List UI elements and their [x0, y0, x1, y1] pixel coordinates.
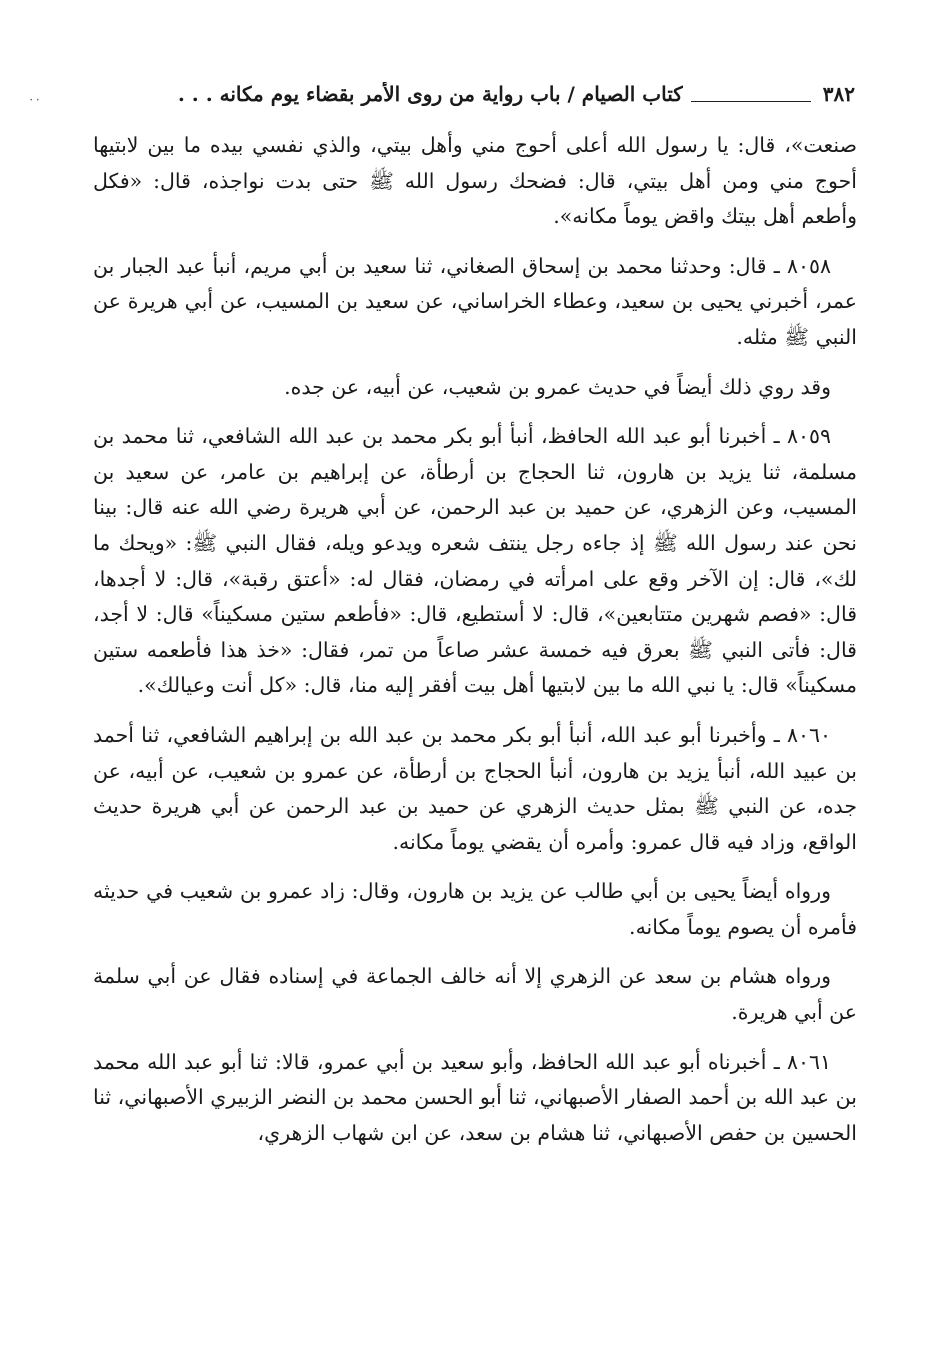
note-paragraph-1 — [93, 370, 857, 406]
paragraph-continuation — [93, 128, 857, 235]
header-rule — [691, 101, 811, 102]
running-title: كتاب الصيام / باب رواية من روى الأمر بقضاء يوم مكانه . . . — [177, 82, 683, 106]
hadith-8058 — [93, 249, 857, 356]
paragraph-text: قال: وحدثنا محمد بن إسحاق الصغاني، ثنا سعيد بن أبي مريم، أنبأ عبد الجبار بن عمر، أخبرني يحيى بن سعيد، وعطاء الخراساني، عن سعيد بن المسيب، عن أبي هريرة عن النبي ﷺ مثله. — [93, 253, 857, 349]
page-header — [95, 78, 855, 110]
paragraph-text: وقد روي ذلك أيضاً في حديث عمرو بن شعيب، عن أبيه، عن جده. — [284, 374, 831, 399]
hadith-8060 — [93, 718, 857, 860]
paragraph-text: أخبرنا أبو عبد الله الحافظ، أنبأ أبو بكر محمد بن عبد الله الشافعي، ثنا محمد بن مسلمة، ثنا يزيد بن هارون، ثنا الحجاج بن أرطأة، عن إبراهيم بن عامر، عن سعيد بن المسيب، وعن الزهري، عن حميد بن عبد الرحمن، عن أبي هريرة رضي الله عنه قال: بينا نحن عند رسول الله ﷺ إذ جاءه رجل ينتف شعره ويدعو ويله، فقال النبي ﷺ: «ويحك ما لك»، قال: إن الآخر وقع على امرأته في رمضان، فقال له: «أعتق رقبة»، قال: لا أجدها، قال: «فصم شهرين متتابعين»، قال: لا أستطيع، قال: «فأطعم ستين مسكيناً» قال: لا أجد، قال: فأتى النبي ﷺ بعرق فيه خمسة عشر صاعاً من تمر، فقال: «خذ هذا فأطعمه ستين مسكيناً» قال: يا نبي الله ما بين لابتيها أهل بيت أفقر إليه منا، قال: «كل أنت وعيالك». — [93, 424, 857, 698]
hadith-number: ٨٠٥٨ ـ — [773, 253, 831, 278]
paragraph-text: وأخبرنا أبو عبد الله، أنبأ أبو بكر محمد بن عبد الله بن إبراهيم الشافعي، ثنا أحمد بن عبيد الله، أنبأ يزيد بن هارون، أنبأ الحجاج بن أرطأة، عن عمرو بن شعيب، عن أبيه، عن جده، عن النبي ﷺ بمثل حديث الزهري عن حميد بن عبد الرحمن عن أبي هريرة حديث الواقع، وزاد فيه قال عمرو: وأمره أن يقضي يوماً مكانه. — [93, 722, 857, 854]
hadith-number: ٨٠٦١ ـ — [773, 1049, 831, 1074]
hadith-number: ٨٠٥٩ ـ — [773, 424, 831, 449]
paragraph-text: ورواه أيضاً يحيى بن أبي طالب عن يزيد بن هارون، وقال: زاد عمرو بن شعيب في حديثه فأمره أن يصوم يوماً مكانه. — [93, 879, 857, 939]
paragraph-text: ورواه هشام بن سعد عن الزهري إلا أنه خالف الجماعة في إسناده فقال عن أبي سلمة عن أبي هريرة. — [93, 964, 857, 1025]
page-number: ٣٨٢ — [822, 82, 855, 106]
paragraph-text: صنعت»، قال: يا رسول الله أعلى أحوج مني وأهل بيتي، والذي نفسي بيده ما بين لابتيها أحوج مني ومن أهل بيتي، قال: فضحك رسول الله ﷺ حتى بدت نواجذه، قال: «فكل وأطعم أهل بيتك واقض يوماً مكانه». — [93, 133, 857, 229]
corner-mark: ٠٠ — [28, 92, 41, 106]
hadith-8059 — [93, 419, 857, 704]
hadith-8061 — [93, 1045, 857, 1152]
hadith-number: ٨٠٦٠ ـ — [773, 722, 831, 747]
note-paragraph-2 — [93, 874, 857, 945]
paragraph-text: أخبرناه أبو عبد الله الحافظ، وأبو سعيد بن أبي عمرو، قالا: ثنا أبو عبد الله محمد بن عبد الله بن أحمد الصفار الأصبهاني، ثنا أبو الحسن محمد بن النضر الزبيري الأصبهاني، ثنا الحسين بن حفص الأصبهاني، ثنا هشام بن سعد، عن ابن شهاب الزهري، — [93, 1049, 857, 1145]
note-paragraph-3 — [93, 959, 857, 1030]
body-text — [93, 128, 857, 1165]
